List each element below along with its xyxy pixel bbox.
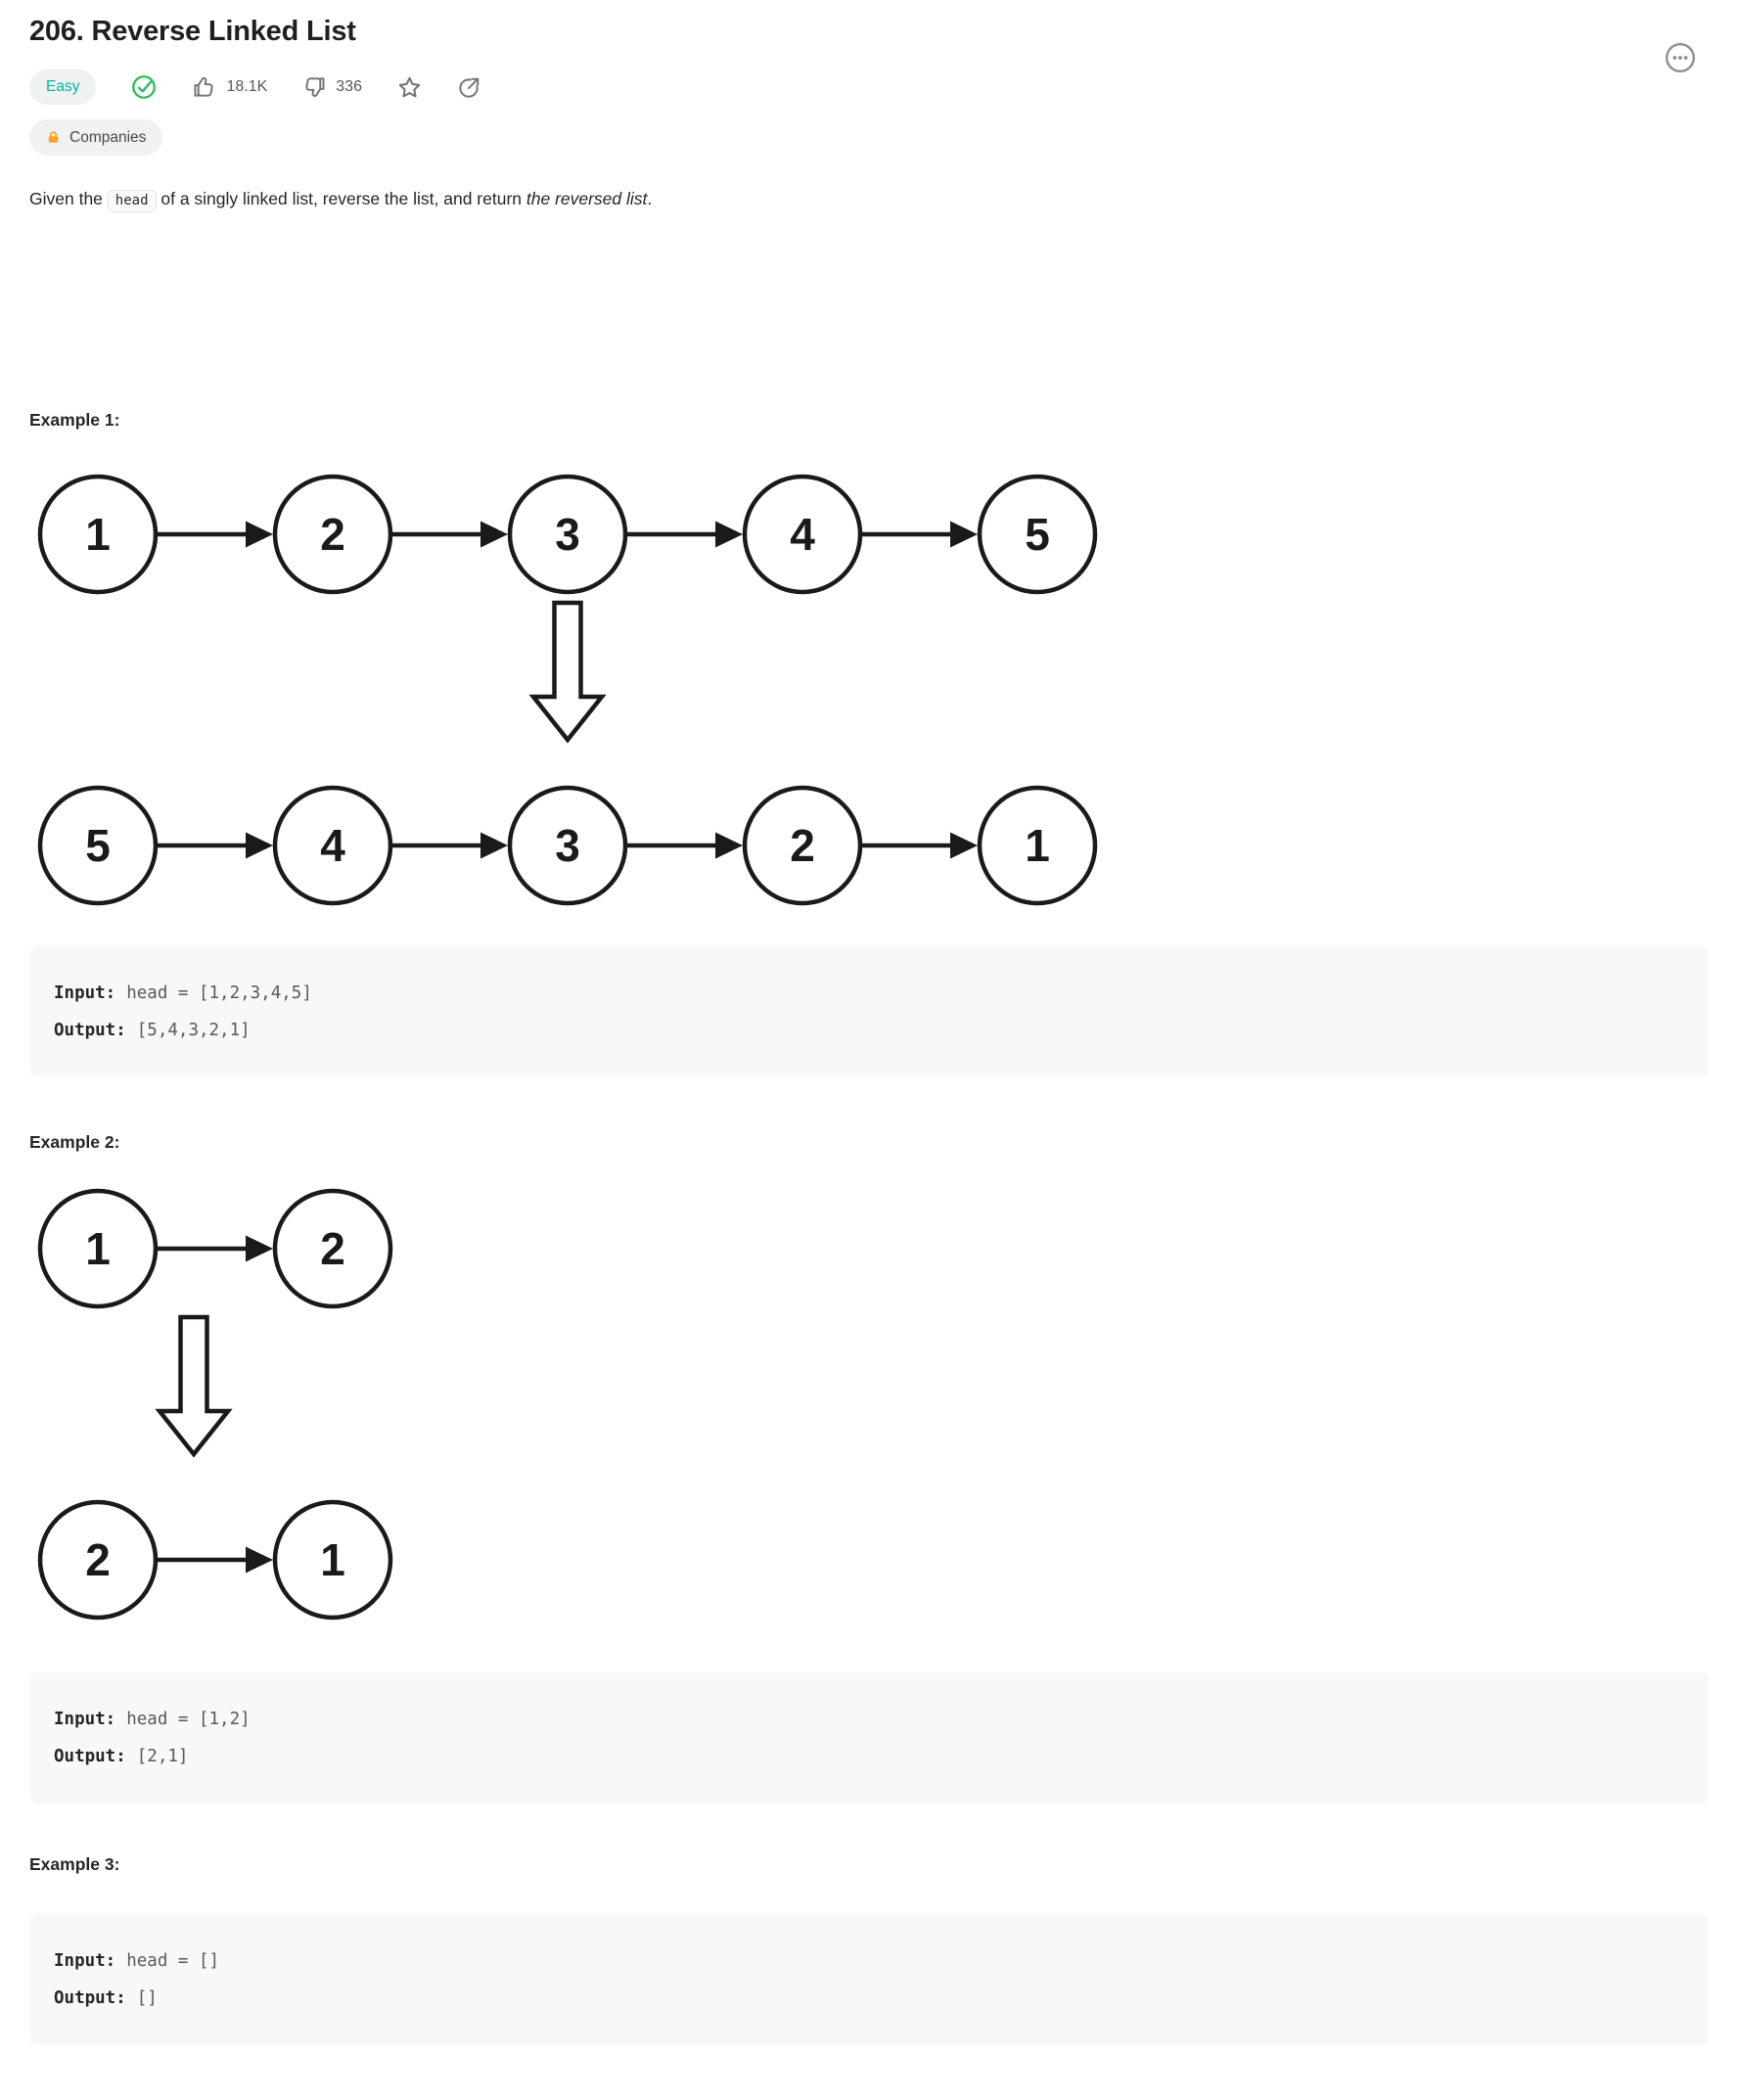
statement-emphasis: the reversed list [526,189,648,208]
more-options-button[interactable] [1664,41,1697,74]
arrow-icon [158,833,273,859]
like-count: 18.1K [226,78,268,95]
example3-io-block [29,1914,1709,2045]
node-value: 5 [1025,509,1050,560]
list-row-after [40,1502,390,1618]
like-button[interactable] [192,74,267,100]
down-arrow-icon [160,1317,228,1454]
arrow-icon [158,1547,273,1574]
example1-diagram [29,474,1709,915]
problem-meta-row [29,69,1709,105]
output-label: Output: [54,1747,126,1766]
statement-text: . [647,189,653,208]
arrow-icon [862,522,978,548]
node-value: 2 [320,509,345,560]
thumbs-down-icon [301,74,327,100]
difficulty-badge[interactable] [29,69,96,105]
share-button[interactable] [457,75,481,100]
node-value: 1 [85,1223,111,1274]
output-label: Output: [54,1021,126,1040]
arrow-icon [392,833,508,859]
example2-diagram [29,1188,1709,1629]
list-row-before [40,1191,390,1306]
node-value: 2 [790,820,815,871]
input-value: head = [1,2] [126,1710,251,1729]
circled-ellipsis-icon [1664,41,1697,74]
arrow-icon [627,522,743,548]
node-value: 3 [555,509,580,560]
input-value: head = [1,2,3,4,5] [126,983,312,1003]
lock-icon [46,130,61,145]
output-value: [2,1] [136,1747,189,1766]
list-row-after [40,788,1095,903]
problem-statement [29,185,1709,214]
node-value: 4 [320,820,345,871]
share-icon [457,75,481,100]
output-value: [] [136,1988,158,2008]
solved-check-icon [130,73,158,101]
node-value: 4 [790,509,815,560]
arrow-icon [862,833,978,859]
example2-io-block [29,1672,1709,1803]
companies-label: Companies [69,128,147,146]
arrow-icon [392,522,508,548]
input-label: Input: [54,983,116,1003]
example3-label: Example 3: [29,1854,120,1874]
arrow-icon [158,522,273,548]
difficulty-label: Easy [46,78,80,95]
input-label: Input: [54,1710,116,1729]
dislike-count: 336 [336,78,362,95]
node-value: 1 [320,1534,345,1585]
arrow-icon [627,833,743,859]
example2-label: Example 2: [29,1132,120,1152]
example1-label: Example 1: [29,410,120,430]
node-value: 1 [85,509,111,560]
dislike-button[interactable] [301,74,362,100]
output-value: [5,4,3,2,1] [136,1021,251,1040]
thumbs-up-icon [192,74,217,100]
node-value: 1 [1025,820,1050,871]
node-value: 2 [85,1534,111,1585]
example1-io-block [29,946,1709,1077]
node-value: 5 [85,820,111,871]
input-label: Input: [54,1951,116,1971]
inline-code-head: head [108,190,157,212]
node-value: 2 [320,1223,345,1274]
problem-title: 206. Reverse Linked List [29,16,356,47]
output-label: Output: [54,1988,126,2008]
down-arrow-icon [533,603,602,740]
statement-text: of a singly linked list, reverse the list, and return [156,189,526,208]
star-icon [396,74,423,101]
arrow-icon [158,1236,273,1262]
statement-text: Given the [29,189,108,208]
problem-description-panel [0,16,1738,2098]
list-row-before [40,477,1095,592]
tags-row [29,119,1709,156]
input-value: head = [] [126,1951,220,1971]
node-value: 3 [555,820,580,871]
companies-tag[interactable] [29,119,162,156]
favorite-star-button[interactable] [396,74,423,101]
